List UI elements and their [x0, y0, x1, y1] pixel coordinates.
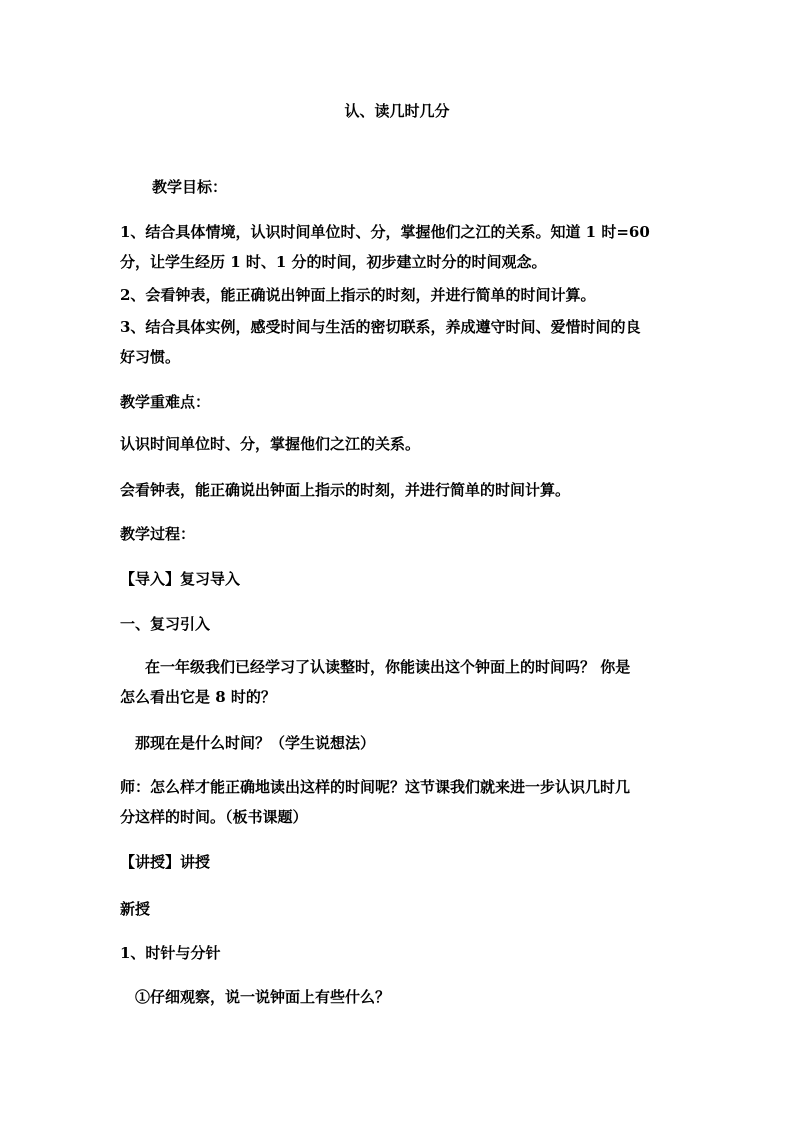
paragraph-1-line-1: 在一年级我们已经学习了认读整时，你能读出这个钟面上的时间吗？ 你是 [145, 658, 631, 676]
objective-2: 2、会看钟表，能正确说出钟面上指示的时刻，并进行简单的时间计算。 [120, 286, 596, 304]
paragraph-3-line-1: 师：怎么样才能正确地读出这样的时间呢？这节课我们就来进一步认识几时几 [120, 778, 631, 796]
process-heading: 教学过程： [120, 525, 196, 543]
item-1-subitem: ①仔细观察，说一说钟面上有些什么？ [135, 988, 391, 1006]
key-points-heading: 教学重难点： [120, 393, 211, 411]
paragraph-3-line-2: 分这样的时间。（板书课题） [120, 808, 308, 826]
new-lesson-heading: 新授 [120, 900, 151, 918]
document-title: 认、读几时几分 [344, 102, 450, 120]
objective-3-line-1: 3、结合具体实例，感受时间与生活的密切联系，养成遵守时间、爱惜时间的良 [120, 318, 641, 336]
key-point-2: 会看钟表，能正确说出钟面上指示的时刻，并进行简单的时间计算。 [120, 481, 571, 499]
objective-1-line-2: 分，让学生经历 1 时、1 分的时间，初步建立时分的时间观念。 [120, 253, 547, 271]
subsection-review-heading: 一、复习引入 [120, 615, 211, 633]
paragraph-1-line-2: 怎么看出它是 8 时的？ [120, 688, 276, 706]
key-point-1: 认识时间单位时、分，掌握他们之江的关系。 [120, 435, 421, 453]
item-1-heading: 1、时针与分针 [120, 944, 221, 962]
objectives-heading: 教学目标： [152, 178, 228, 196]
section-intro-heading: 【导入】复习导入 [120, 570, 241, 588]
paragraph-2: 那现在是什么时间？（学生说想法） [135, 734, 376, 752]
objective-1-line-1: 1、结合具体情境，认识时间单位时、分，掌握他们之江的关系。知道 1 时=60 [120, 223, 650, 241]
objective-3-line-2: 好习惯。 [120, 348, 181, 366]
section-lecture-heading: 【讲授】讲授 [120, 853, 211, 871]
